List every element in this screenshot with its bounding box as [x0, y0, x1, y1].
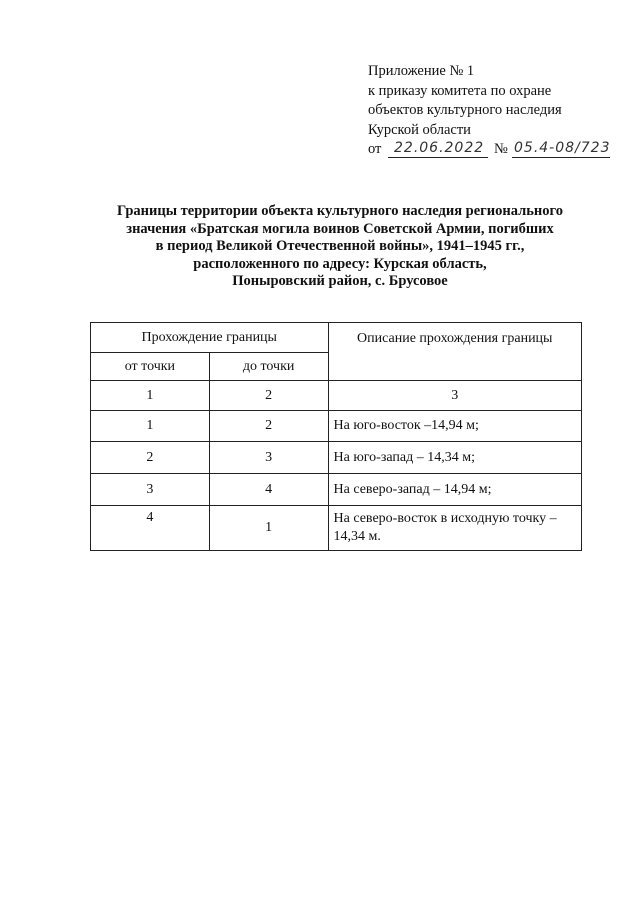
- cell-to: 3: [209, 442, 328, 474]
- boundary-table: [90, 322, 582, 551]
- cell-from: 4: [91, 506, 210, 551]
- cell-description: На северо-запад – 14,94 м;: [328, 474, 582, 506]
- handwritten-number: 05.4-08/723: [514, 140, 611, 156]
- header-to: до точки: [209, 353, 328, 381]
- order-date-number-line: [368, 140, 611, 164]
- appendix-block: [368, 62, 611, 164]
- appendix-committee-line: объектов культурного наследия: [368, 102, 562, 118]
- number-label: №: [494, 141, 508, 157]
- cell-to: 2: [209, 411, 328, 442]
- cell-to: 1: [209, 506, 328, 551]
- handwritten-date: 22.06.2022: [394, 140, 485, 156]
- cell-to: 4: [209, 474, 328, 506]
- table-row: [91, 506, 582, 551]
- table-row: [91, 474, 582, 506]
- appendix-region-line: Курской области: [368, 121, 471, 138]
- column-number: 3: [328, 381, 582, 411]
- cell-description: На северо-восток в исходную точку – 14,34 м.: [328, 506, 582, 551]
- table-row: [91, 411, 582, 442]
- cell-description: На юго-восток –14,94 м;: [328, 411, 582, 442]
- table-row: [91, 442, 582, 474]
- column-number: 1: [91, 381, 210, 411]
- header-from: от точки: [91, 353, 210, 381]
- cell-from: 3: [91, 474, 210, 506]
- title-line-4: расположенного по адресу: Курская область,: [193, 255, 487, 272]
- document-title: [60, 203, 620, 291]
- table-header-row: [91, 323, 582, 353]
- title-line-3: в период Великой Отечественной войны», 1941–1945 гг.,: [155, 238, 525, 254]
- from-label: от: [368, 141, 382, 157]
- title-line-5: Поныровский район, с. Брусовое: [232, 273, 448, 289]
- header-description: Описание прохождения границы: [328, 323, 582, 381]
- appendix-title: Приложение № 1: [368, 63, 475, 79]
- column-number: 2: [209, 381, 328, 411]
- cell-from: 1: [91, 411, 210, 442]
- cell-from: 2: [91, 442, 210, 474]
- title-line-2: значения «Братская могила воинов Советской Армии, погибших: [126, 220, 554, 237]
- table-column-numbers-row: [91, 381, 582, 411]
- header-passage: Прохождение границы: [91, 323, 329, 353]
- appendix-order-line: к приказу комитета по охране: [368, 82, 552, 99]
- cell-description: На юго-запад – 14,34 м;: [328, 442, 582, 474]
- title-line-1: Границы территории объекта культурного наследия регионального: [117, 203, 563, 219]
